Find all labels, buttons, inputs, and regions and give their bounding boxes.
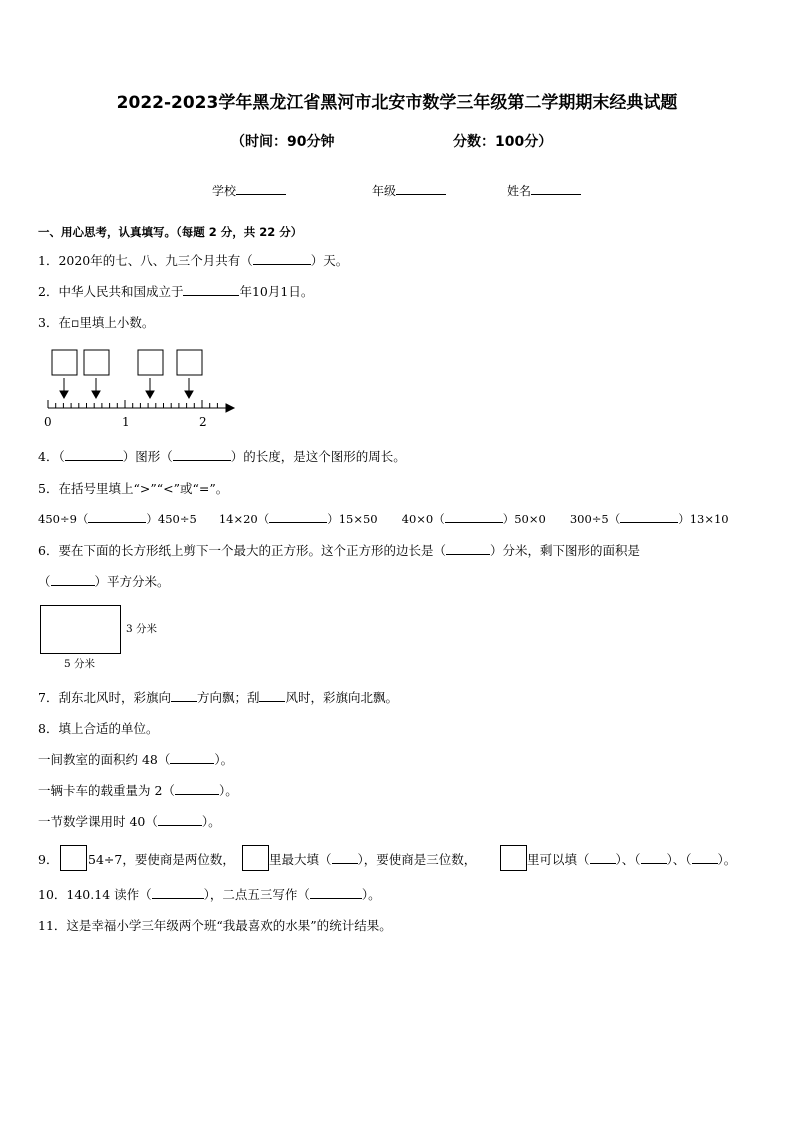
q10-blank-2[interactable] bbox=[310, 886, 362, 899]
rectangle-width-label: 5 分米 bbox=[64, 658, 96, 670]
q6-blank-1[interactable] bbox=[446, 542, 490, 555]
q6-line2-post: ）平方分米。 bbox=[94, 574, 170, 589]
q5-item-1-left: 450÷9（ bbox=[38, 512, 89, 526]
q9-text-g: ）。 bbox=[717, 852, 737, 867]
q5-item-2 bbox=[219, 512, 378, 526]
q9-text-a: 54÷7，要使商是两位数， bbox=[88, 852, 235, 867]
q2-text-pre: 2．中华人民共和国成立于 bbox=[38, 284, 184, 299]
q8-item-3-post: ）。 bbox=[201, 814, 221, 829]
q8-item-2 bbox=[38, 781, 238, 799]
q9-text-e: ）、（ bbox=[615, 852, 641, 867]
q7-blank-1[interactable] bbox=[171, 689, 197, 702]
q9-box-2[interactable] bbox=[242, 845, 269, 871]
question-3: 3．在▫里填上小数。 bbox=[38, 315, 155, 330]
answer-box-4[interactable] bbox=[177, 350, 202, 375]
q5-item-3-left: 40×0（ bbox=[401, 512, 445, 526]
school-field bbox=[212, 182, 286, 199]
q7-text-b: 方向飘；刮 bbox=[196, 690, 260, 705]
q6-blank-2[interactable] bbox=[51, 573, 95, 586]
q5-blank-4[interactable] bbox=[620, 510, 678, 523]
q9-blank-3[interactable] bbox=[641, 851, 667, 864]
question-7 bbox=[38, 688, 398, 706]
q9-box-3[interactable] bbox=[500, 845, 527, 871]
q5-blank-3[interactable] bbox=[445, 510, 503, 523]
q5-item-3 bbox=[402, 512, 546, 526]
question-2 bbox=[38, 282, 313, 300]
q9-text-d: 里可以填（ bbox=[527, 852, 590, 867]
q9-number: 9． bbox=[38, 852, 59, 867]
question-10 bbox=[38, 885, 381, 903]
q8-item-1 bbox=[38, 750, 233, 768]
q8-item-2-post: ）。 bbox=[218, 783, 238, 798]
q10-text-b: ），二点五三写作（ bbox=[203, 887, 310, 902]
q8-item-1-pre: 一间教室的面积约 48（ bbox=[38, 752, 171, 767]
q5-item-4-right: ）13×10 bbox=[678, 512, 729, 526]
name-blank[interactable] bbox=[531, 182, 581, 195]
q4-text-c: ）的长度，是这个图形的周长。 bbox=[230, 449, 406, 464]
q9-blank-1[interactable] bbox=[332, 851, 358, 864]
question-6-line-1 bbox=[38, 541, 640, 559]
question-5-items bbox=[38, 510, 729, 527]
tick-label-2: 2 bbox=[199, 415, 207, 429]
q7-blank-2[interactable] bbox=[259, 689, 285, 702]
tick-label-1: 1 bbox=[122, 415, 130, 429]
school-label: 学校 bbox=[212, 184, 237, 198]
question-1 bbox=[38, 251, 348, 269]
q9-text-b: 里最大填（ bbox=[269, 852, 332, 867]
tick-label-0: 0 bbox=[44, 415, 52, 429]
question-4 bbox=[38, 447, 406, 465]
q6-text-pre: 6．要在下面的长方形纸上剪下一个最大的正方形。这个正方形的边长是（ bbox=[38, 543, 446, 558]
q2-blank[interactable] bbox=[183, 283, 239, 296]
q4-blank-2[interactable] bbox=[173, 448, 231, 461]
question-8: 8．填上合适的单位。 bbox=[38, 721, 159, 736]
q4-text-b: ）图形（ bbox=[122, 449, 173, 464]
page-title: 2022-2023学年黑龙江省黑河市北安市数学三年级第二学期期末经典试题 bbox=[116, 93, 678, 113]
q5-item-2-right: ）15×50 bbox=[327, 512, 378, 526]
q9-text-c: ），要使商是三位数， bbox=[357, 852, 477, 867]
q8-item-3 bbox=[38, 812, 221, 830]
q10-text-c: ）。 bbox=[361, 887, 381, 902]
question-11: 11．这是幸福小学三年级两个班“我最喜欢的水果”的统计结果。 bbox=[38, 918, 392, 933]
answer-box-1[interactable] bbox=[52, 350, 77, 375]
q5-item-3-right: ）50×0 bbox=[502, 512, 546, 526]
q2-text-post: 年10月1日。 bbox=[239, 284, 314, 299]
q5-blank-2[interactable] bbox=[269, 510, 327, 523]
number-line-figure bbox=[38, 346, 238, 430]
q9-text-f: ）、（ bbox=[666, 852, 692, 867]
answer-box-3[interactable] bbox=[138, 350, 163, 375]
pointer-arrows bbox=[60, 378, 193, 398]
grade-label: 年级 bbox=[372, 184, 397, 198]
q6-text-post: ）分米，剩下图形的面积是 bbox=[489, 543, 640, 558]
q10-blank-1[interactable] bbox=[152, 886, 204, 899]
q9-blank-2[interactable] bbox=[590, 851, 616, 864]
rectangle-figure bbox=[40, 605, 121, 654]
q1-text-post: ）天。 bbox=[310, 253, 349, 268]
question-5: 5．在括号里填上“>”“<”或“=”。 bbox=[38, 481, 229, 496]
exam-time: （时间：90分钟 bbox=[231, 134, 335, 150]
q10-text-a: 10．140.14 读作（ bbox=[38, 887, 152, 902]
school-blank[interactable] bbox=[236, 182, 286, 195]
q9-part-d bbox=[527, 850, 736, 868]
q9-part-b bbox=[269, 850, 476, 868]
name-label: 姓名 bbox=[507, 184, 532, 198]
name-field bbox=[507, 182, 581, 199]
rectangle-height-label: 3 分米 bbox=[126, 623, 158, 635]
q8-item-2-pre: 一辆卡车的载重量为 2（ bbox=[38, 783, 175, 798]
q8-blank-1[interactable] bbox=[170, 751, 214, 764]
q7-text-a: 7．刮东北风时，彩旗向 bbox=[38, 690, 171, 705]
q4-blank-1[interactable] bbox=[65, 448, 123, 461]
q5-item-4-left: 300÷5（ bbox=[569, 512, 621, 526]
q8-item-1-post: ）。 bbox=[214, 752, 234, 767]
question-6-line-2 bbox=[38, 572, 170, 590]
q6-line2-pre: （ bbox=[38, 574, 51, 589]
q5-item-1-right: ）450÷5 bbox=[146, 512, 197, 526]
section-heading: 一、用心思考，认真填写。（每题 2 分，共 22 分） bbox=[38, 225, 303, 239]
q8-blank-2[interactable] bbox=[175, 782, 219, 795]
grade-blank[interactable] bbox=[396, 182, 446, 195]
q8-blank-3[interactable] bbox=[158, 813, 202, 826]
q5-item-2-left: 14×20（ bbox=[218, 512, 270, 526]
grade-field bbox=[372, 182, 446, 199]
number-line-axis bbox=[48, 400, 234, 412]
q9-box-1[interactable] bbox=[60, 845, 87, 871]
q1-blank[interactable] bbox=[253, 252, 311, 265]
exam-score: 分数：100分） bbox=[453, 134, 553, 150]
q5-blank-1[interactable] bbox=[88, 510, 146, 523]
q4-text-a: 4．（ bbox=[38, 449, 65, 464]
q5-item-4 bbox=[570, 512, 729, 526]
answer-box-2[interactable] bbox=[84, 350, 109, 375]
q7-text-c: 风时，彩旗向北飘。 bbox=[285, 690, 398, 705]
q5-item-1 bbox=[38, 512, 197, 526]
q8-item-3-pre: 一节数学课用时 40（ bbox=[38, 814, 158, 829]
q1-text-pre: 1．2020年的七、八、九三个月共有（ bbox=[38, 253, 253, 268]
q9-blank-4[interactable] bbox=[692, 851, 718, 864]
